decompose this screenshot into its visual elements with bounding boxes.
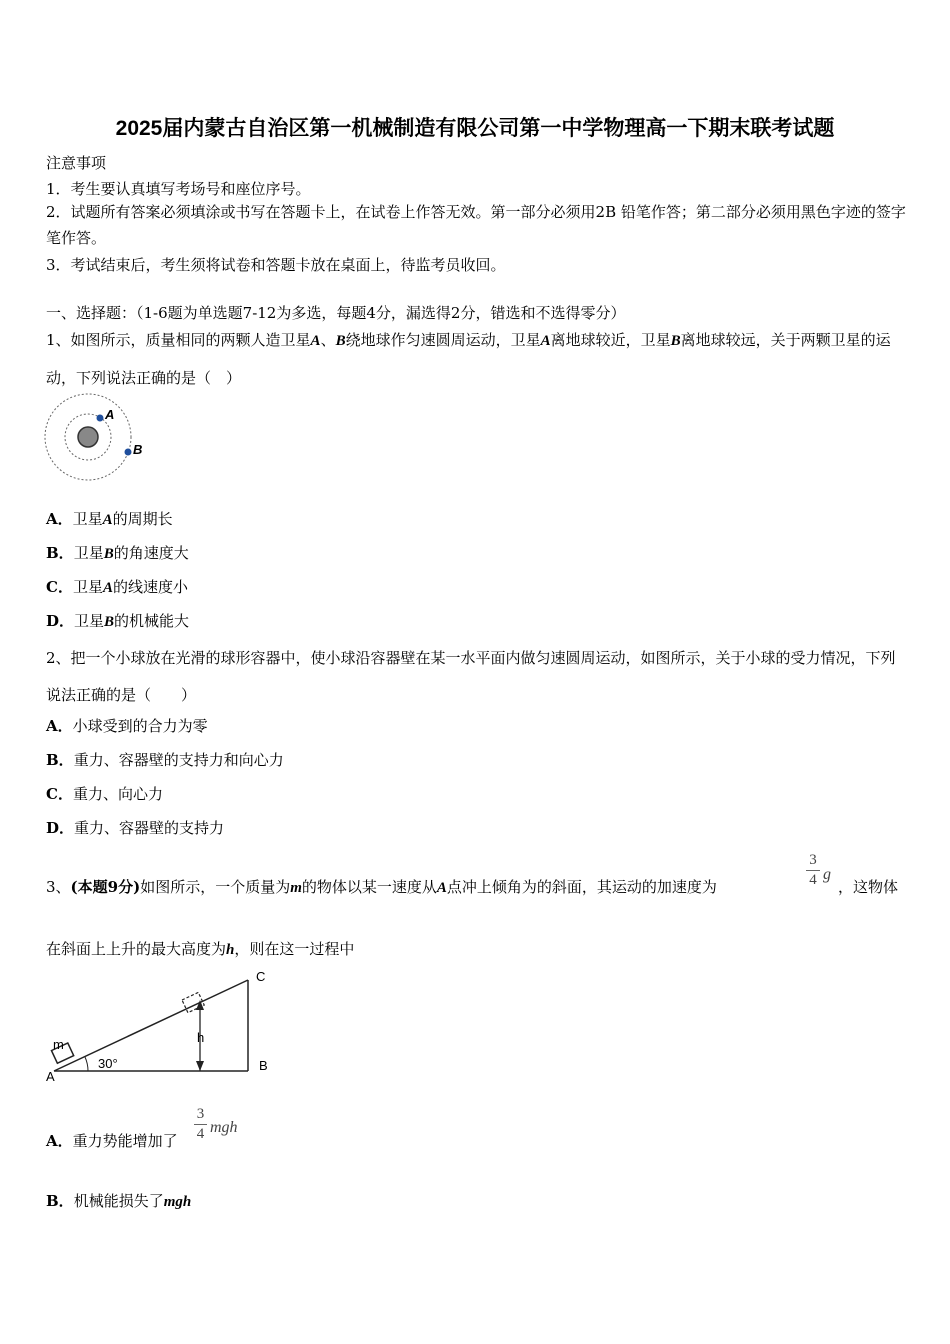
notice-item-1: 1．考生要认真填写考场号和座位序号。: [46, 180, 311, 198]
q1-option-b[interactable]: B．卫星B的角速度大: [46, 544, 189, 562]
section-heading: 一、选择题：（1-6题为单选题7-12为多选，每题4分，漏选得2分，错选和不选得零分）: [46, 304, 626, 322]
satellite-orbit-figure: [40, 392, 150, 484]
q3-accel-fraction: 3 4: [806, 852, 820, 889]
label-angle: 30°: [98, 1056, 118, 1071]
notice-item-3: 3．考试结束后，考生须将试卷和答题卡放在桌面上，待监考员收回。: [46, 256, 506, 274]
q2-option-c[interactable]: C．重力、向心力: [46, 785, 163, 803]
label-a: A: [105, 407, 115, 422]
question-2-stem: 2、把一个小球放在光滑的球形容器中，使小球沿容器壁在某一水平面内做匀速圆周运动，如图所示，关于小球的受力情况，下列说法正确的是（ ）: [46, 649, 896, 704]
label-b: B: [259, 1058, 268, 1073]
question-1-stem: 1、如图所示，质量相同的两颗人造卫星A、B绕地球作匀速圆周运动，卫星A离地球较近，卫星B离地球较远，关于两颗卫星的运动，下列说法正确的是（ ）: [46, 331, 891, 387]
earth: [78, 427, 98, 447]
notice-heading: 注意事项: [46, 154, 107, 172]
angle-arc: [85, 1057, 88, 1071]
label-b: B: [133, 442, 143, 457]
q1-option-d[interactable]: D．卫星B的机械能大: [46, 612, 190, 630]
q2-option-b[interactable]: B．重力、容器壁的支持力和向心力: [46, 751, 284, 769]
q2-option-d[interactable]: D．重力、容器壁的支持力: [46, 819, 225, 837]
question-3-stem-tail: ，这物体: [838, 878, 899, 896]
satellite-a: [97, 415, 104, 422]
q3-option-a[interactable]: A．重力势能增加了: [46, 1132, 178, 1150]
q3-option-b[interactable]: B．机械能损失了mgh: [46, 1192, 192, 1210]
label-m: m: [53, 1037, 64, 1052]
label-h: h: [197, 1030, 205, 1045]
label-c: C: [256, 969, 266, 984]
page-title: 2025届内蒙古自治区第一机械制造有限公司第一中学物理高一下期末联考试题: [115, 117, 835, 140]
question-3-stem-line-1: 3、(本题9分)如图所示，一个质量为m的物体以某一速度从A点冲上倾角为的斜面，其运动的加速度为: [46, 878, 717, 896]
q3-accel-var: g: [823, 866, 831, 883]
question-3-stem-line-2: 在斜面上上升的最大高度为h，则在这一过程中: [46, 940, 355, 958]
satellite-b: [125, 449, 132, 456]
q3-option-a-var: mgh: [210, 1119, 238, 1136]
notice-item-2: 2．试题所有答案必须填涂或书写在答题卡上，在试卷上作答无效。第一部分必须用2B 铅笔作答；第二部分必须用黑色字迹的签字笔作答。: [46, 203, 906, 247]
q2-option-a[interactable]: A．小球受到的合力为零: [46, 717, 208, 735]
q1-option-c[interactable]: C．卫星A的线速度小: [46, 578, 188, 596]
q3-option-a-fraction: 3 4: [194, 1106, 207, 1143]
q1-option-a[interactable]: A．卫星A的周期长: [46, 510, 173, 528]
incline-slope: [54, 980, 248, 1071]
height-arrow-down: [196, 1061, 204, 1071]
incline-figure: [44, 964, 280, 1084]
label-a: A: [46, 1069, 55, 1084]
